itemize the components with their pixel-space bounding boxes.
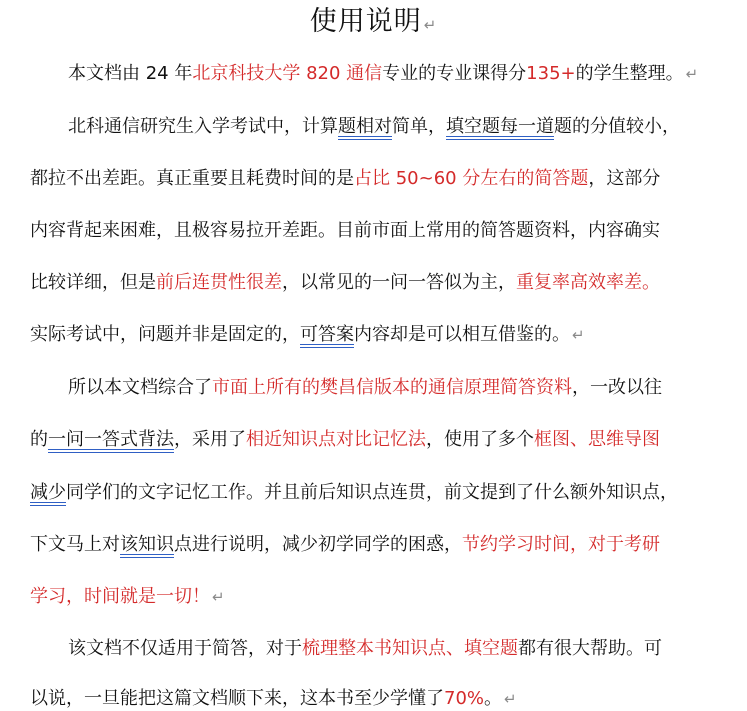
paragraph-2-line-3: 内容背起来困难，且极容易拉开差距。目前市面上常用的简答题资料，内容确实 bbox=[30, 220, 660, 241]
paragraph-mark: ↵ bbox=[685, 65, 699, 83]
paragraph-mark: ↵ bbox=[572, 326, 585, 344]
paragraph-3-line-1: 所以本文档综合了市面上所有的樊昌信版本的通信原理简答资料，一改以往 bbox=[68, 377, 662, 398]
paragraph-2-line-1: 北科通信研究生入学考试中，计算题相对简单，填空题每一道题的分值较小， bbox=[68, 116, 680, 137]
paragraph-mark: ↵ bbox=[212, 588, 225, 606]
paragraph-4-line-2: 以说，一旦能把这篇文档顺下来，这本书至少学懂了70%。 ↵ bbox=[30, 688, 517, 709]
paragraph-2-line-4: 比较详细，但是前后连贯性很差，以常见的一问一答似为主，重复率高效率差。 bbox=[30, 272, 660, 293]
paragraph-2-line-5: 实际考试中，问题并非是固定的，可答案内容却是可以相互借鉴的。 ↵ bbox=[30, 324, 585, 345]
paragraph-mark: ↵ bbox=[504, 690, 517, 708]
paragraph-3-line-2: 的一问一答式背法，采用了相近知识点对比记忆法，使用了多个框图、思维导图 bbox=[30, 429, 660, 450]
paragraph-3-line-3: 减少同学们的文字记忆工作。并且前后知识点连贯，前文提到了什么额外知识点， bbox=[30, 482, 678, 503]
paragraph-4-line-1: 该文档不仅适用于简答，对于梳理整本书知识点、填空题都有很大帮助。可 bbox=[68, 638, 662, 659]
paragraph-3-line-5: 学习，时间就是一切！ ↵ bbox=[30, 586, 225, 607]
paragraph-2-line-2: 都拉不出差距。真正重要且耗费时间的是占比 50~60 分左右的简答题，这部分 bbox=[30, 168, 661, 189]
paragraph-1-line-1: 本文档由 24 年北京科技大学 820 通信专业的专业课得分135+的学生整理。 ↵ bbox=[68, 63, 699, 84]
paragraph-3-line-4: 下文马上对该知识点进行说明，减少初学同学的困惑，节约学习时间，对于考研 bbox=[30, 534, 660, 555]
page-title: 使用说明 ↵ bbox=[309, 6, 438, 37]
paragraph-mark: ↵ bbox=[423, 16, 438, 34]
